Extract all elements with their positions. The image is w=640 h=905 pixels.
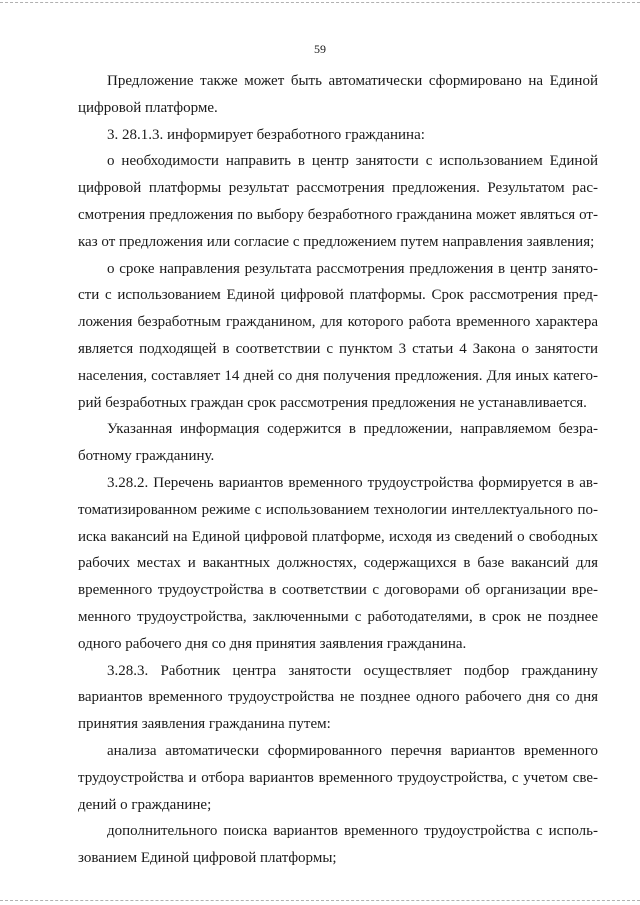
paragraph-8: анализа автоматически сформированного перечня вариантов временного трудоустройства и отбора вариантов временного трудоустройства, с учетом сведений о гражданине;	[78, 742, 598, 813]
paragraph-2: 3. 28.1.3. информирует безработного гражданина:	[107, 126, 425, 143]
page-number: 59	[314, 42, 326, 56]
paragraph-1: Предложение также может быть автоматически сформировано на Единой цифровой платформе.	[78, 73, 598, 116]
paragraph-9: дополнительного поиска вариантов временного трудоустройства с использованием Единой цифровой платформы;	[78, 823, 598, 867]
scan-edge-top	[0, 2, 640, 3]
paragraph-6: 3.28.2. Перечень вариантов временного трудоустройства формируется в автоматизированном режиме с использованием технологии интеллектуального поиска вакансий на Единой цифровой платформе, исходя из сведений о свободных рабочих местах и вакантных должностях, содержащихся в базе вакансий для временного трудоустройства в соответствии с договорами об организации временного трудоустройства, заключенными с работодателями, в срок не позднее одного рабочего дня со дня принятия заявления гражданина.	[78, 474, 598, 652]
paragraph-4: о сроке направления результата рассмотрения предложения в центр занятости с использованием Единой цифровой платформы. Срок рассмотрения предложения безработным гражданином, для которого работа временного характера является подходящей в соответствии с пунктом 3 статьи 4 Закона о занятости населения, составляет 14 дней со дня получения предложения. Для иных категорий безработных граждан срок рассмотрения предложения не устанавливается.	[78, 260, 598, 411]
scan-edge-bottom	[0, 900, 640, 901]
document-body	[78, 68, 598, 872]
paragraph-3: о необходимости направить в центр занятости с использованием Единой цифровой платформы результат рассмотрения предложения. Результатом рассмотрения предложения по выбору безработного гражданина может являться отказ от предложения или согласие с предложением путем направления заявления;	[78, 153, 598, 250]
paragraph-5: Указанная информация содержится в предложении, направляемом безработному гражданину.	[78, 421, 598, 465]
paragraph-7: 3.28.3. Работник центра занятости осуществляет подбор гражданину вариантов временного трудоустройства не позднее одного рабочего дня со дня принятия заявления гражданина путем:	[78, 662, 598, 733]
